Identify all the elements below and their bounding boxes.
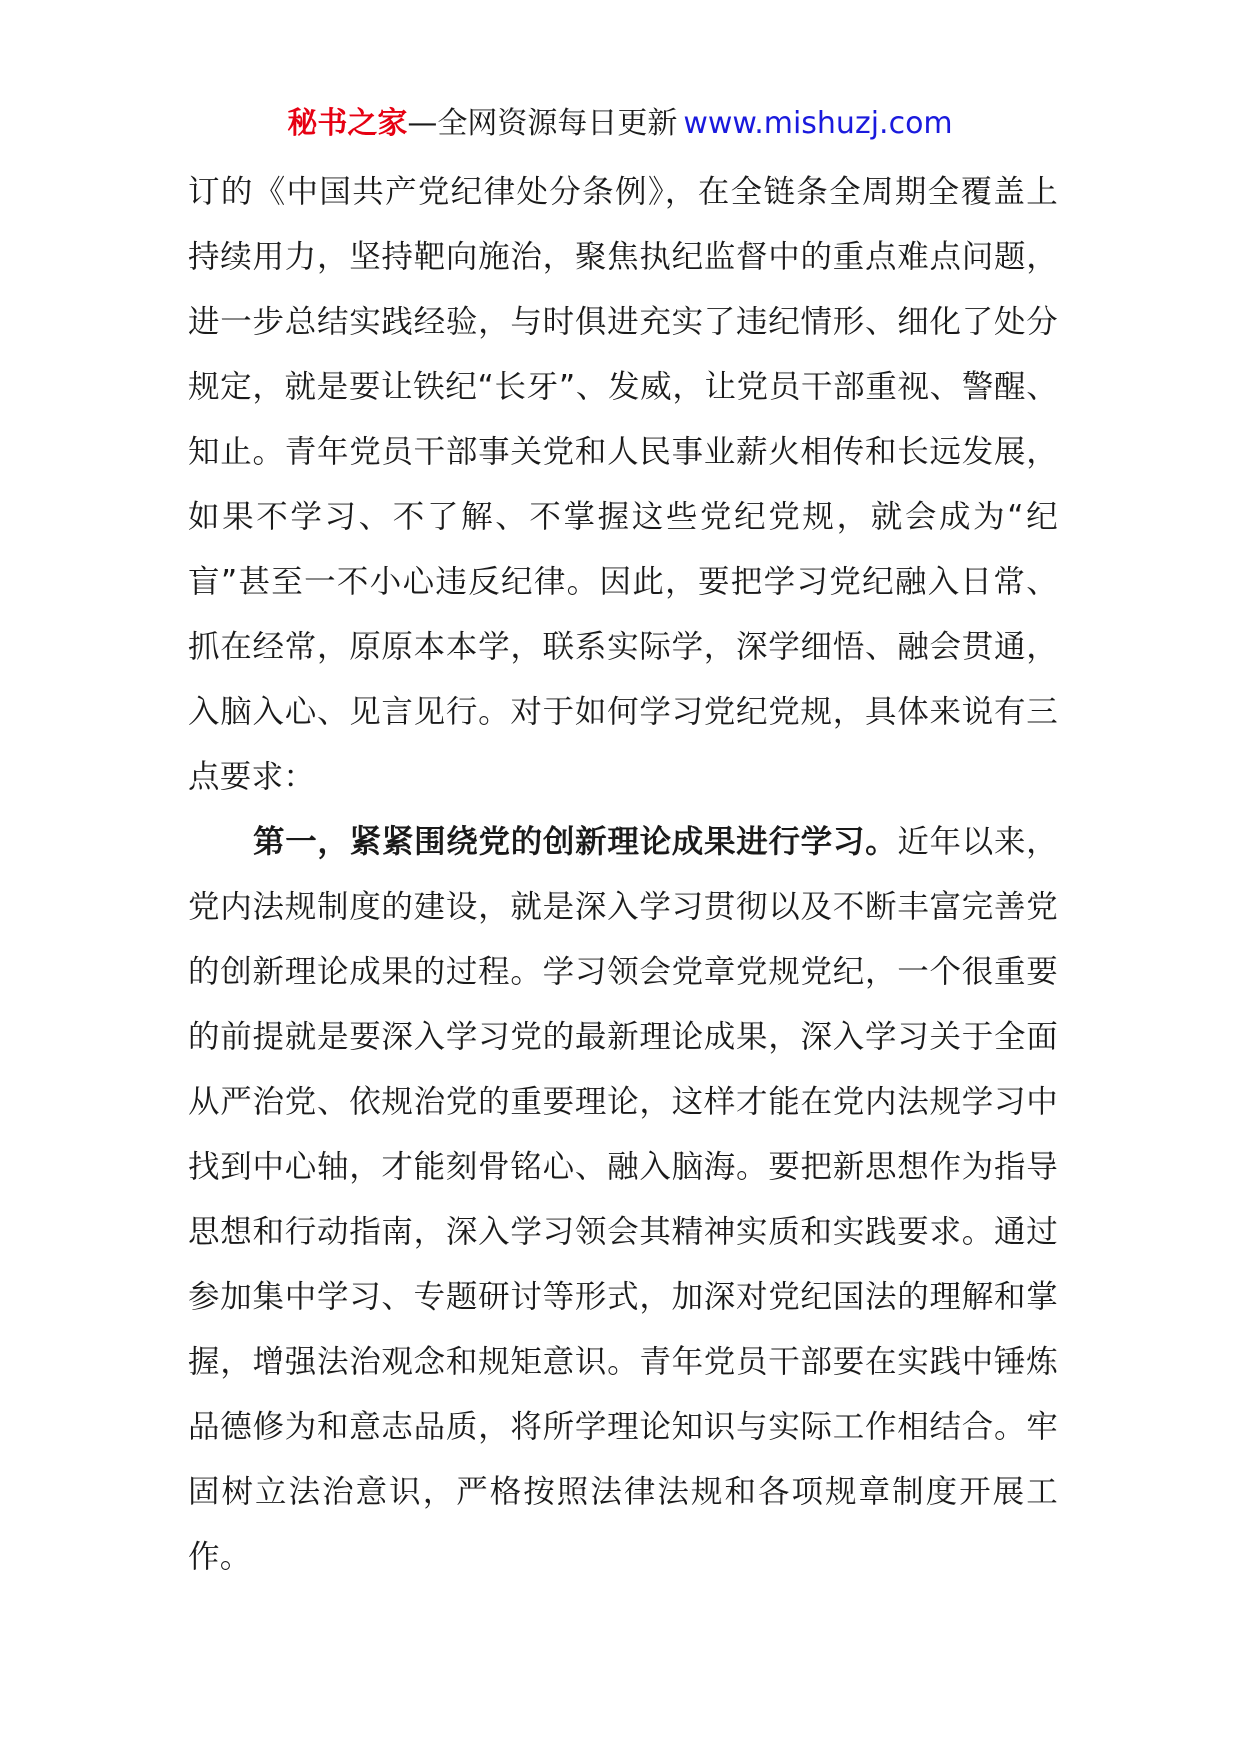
header-url-link[interactable]: www.mishuzj.com — [683, 106, 953, 141]
page-header — [0, 100, 1240, 148]
document-body — [188, 160, 1058, 1590]
body-paragraph-1: 订的《中国共产党纪律处分条例》，在全链条全周期全覆盖上持续用力，坚持靶向施治，聚焦执纪监督中的重点难点问题，进一步总结实践经验，与时俱进充实了违纪情形、细化了处分规定，就是要让铁纪“长牙”、发威，让党员干部重视、警醒、知止。青年党员干部事关党和人民事业薪火相传和长远发展，如果不学习、不了解、不掌握这些党纪党规，就会成为“纪盲”甚至一不小心违反纪律。因此，要把学习党纪融入日常、抓在经常，原原本本学，联系实际学，深学细悟、融会贯通，入脑入心、见言见行。对于如何学习党纪党规，具体来说有三点要求： — [188, 174, 1058, 795]
header-brand: 秘书之家 — [287, 106, 408, 141]
paragraph-2-lead-heading: 第一，紧紧围绕党的创新理论成果进行学习。 — [253, 824, 898, 860]
body-paragraph-2 — [188, 810, 1058, 1590]
paragraph-2-text: 近年以来，党内法规制度的建设，就是深入学习贯彻以及不断丰富完善党的创新理论成果的过程。学习领会党章党规党纪，一个很重要的前提就是要深入学习党的最新理论成果，深入学习关于全面从严治党、依规治党的重要理论，这样才能在党内法规学习中找到中心轴，才能刻骨铭心、融入脑海。要把新思想作为指导思想和行动指南，深入学习领会其精神实质和实践要求。通过参加集中学习、专题研讨等形式，加深对党纪国法的理解和掌握，增强法治观念和规矩意识。青年党员干部要在实践中锤炼品德修为和意志品质，将所学理论知识与实际工作相结合。牢固树立法治意识，严格按照法律法规和各项规章制度开展工作。 — [188, 824, 1058, 1575]
header-tagline: —全网资源每日更新 — [407, 106, 678, 141]
